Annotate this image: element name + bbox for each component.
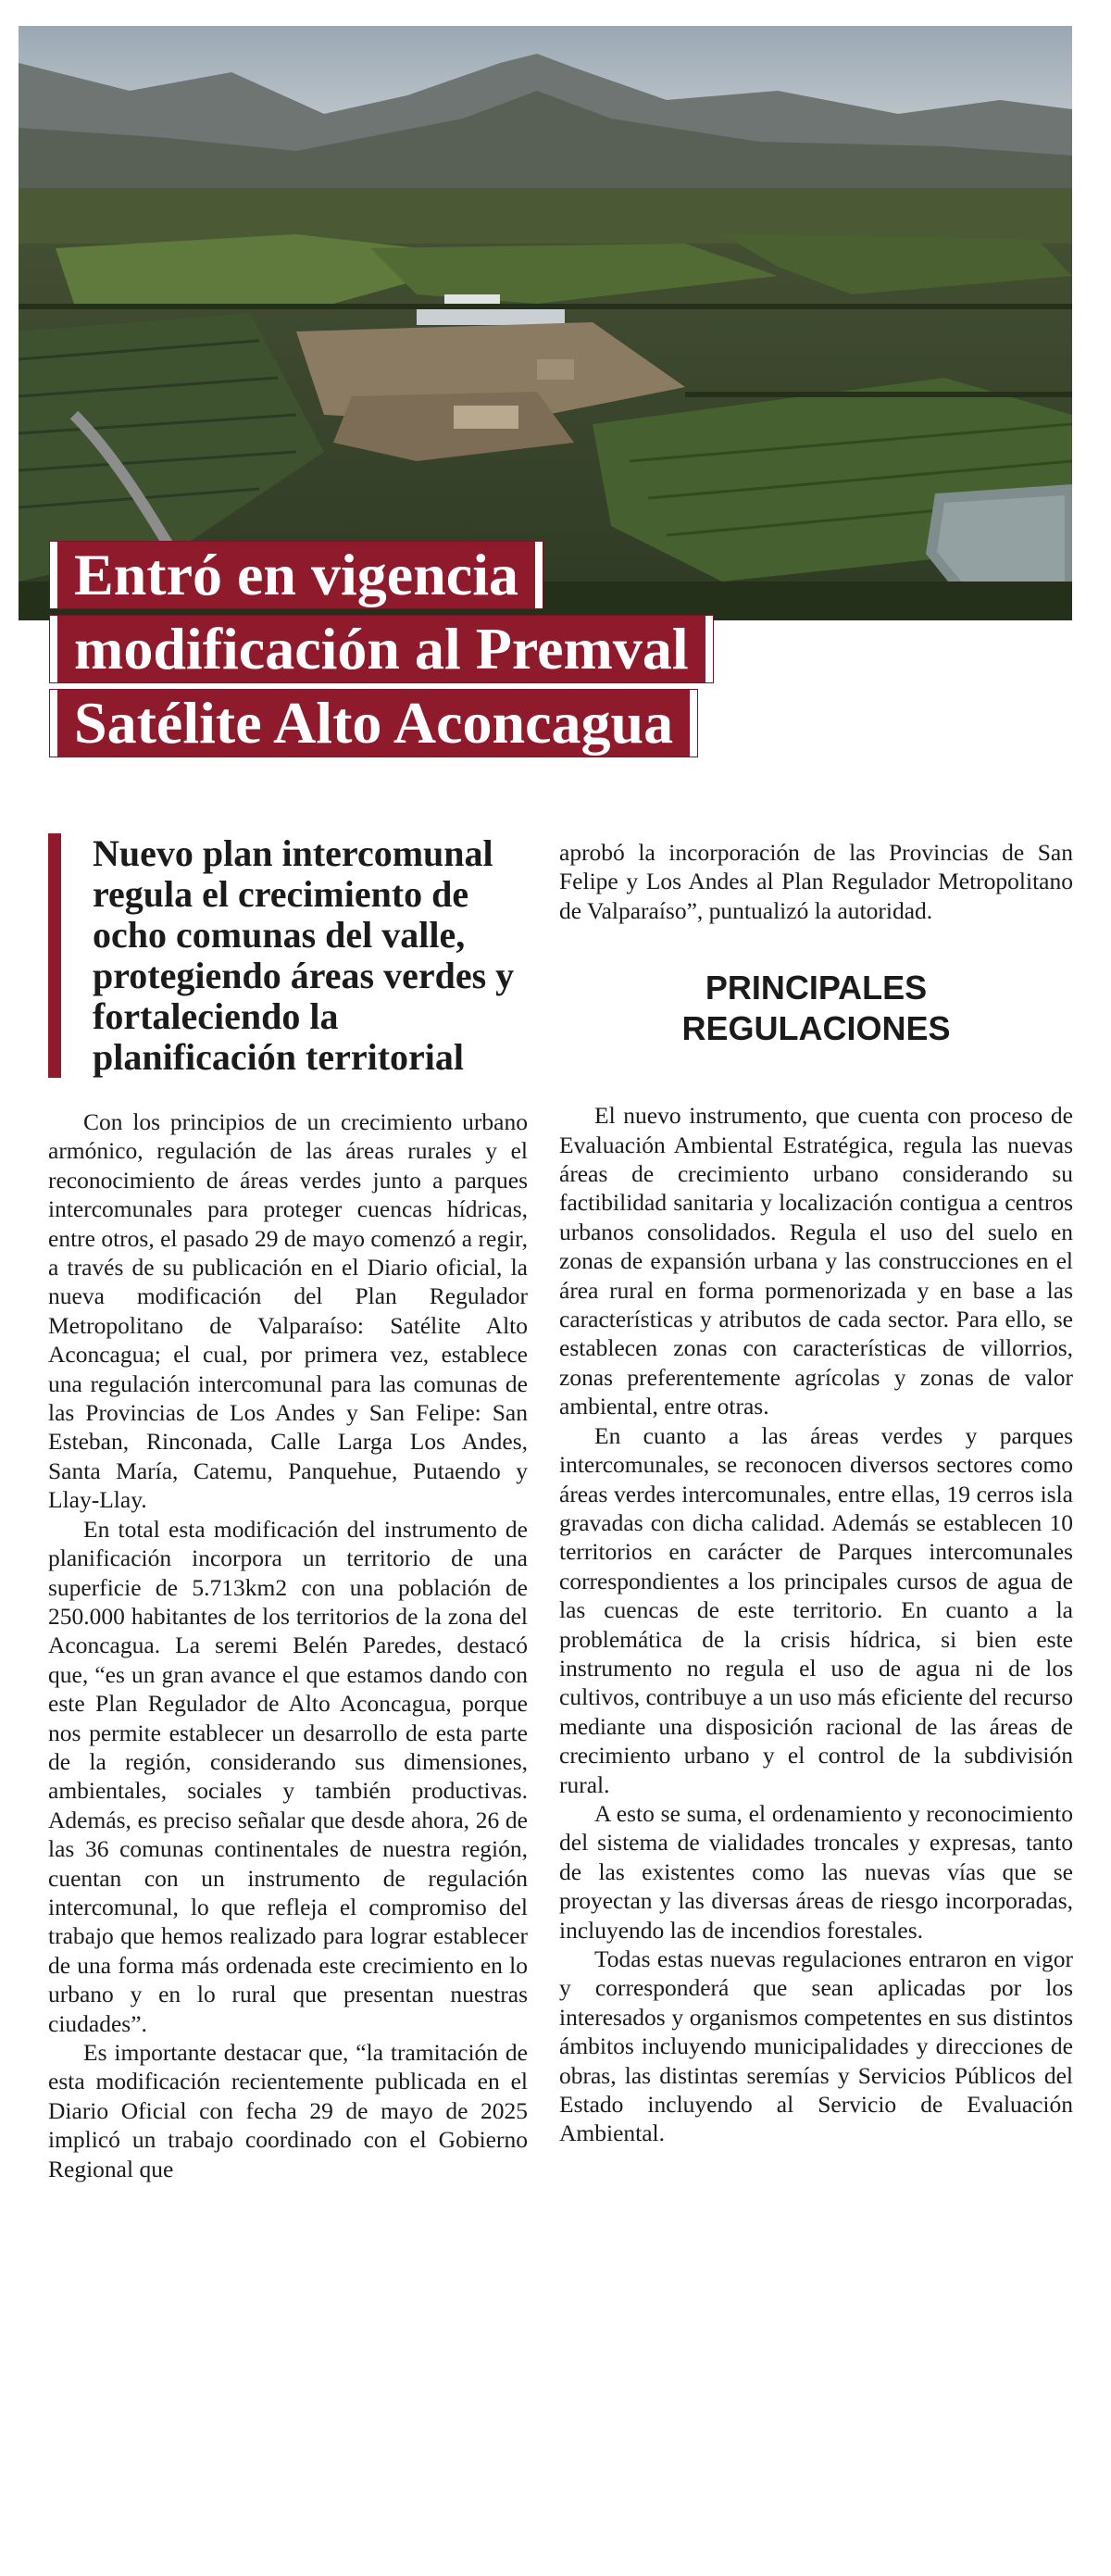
section-subheading (559, 968, 1073, 1049)
aerial-valley-photo (19, 26, 1072, 620)
body-paragraph: En total esta modificación del instrumento de planificación incorpora un territorio de una superficie de 5.713km2 con una población de 250.000 habitantes de los territorios de la zona del Aconcagua. La seremi Belén Paredes, destacó que, “es un gran avance el que estamos dando con este Plan Regulador de Alto Aconcagua, porque nos permite establecer un desarrollo de esta parte de la región, considerando sus dimensiones, ambientales, sociales y también productivas. Además, es preciso señalar que desde ahora, 26 de las 36 comunas continentales de nuestra región, cuentan con un instrumento de regulación intercomunal, lo que refleja el compromiso del trabajo que hemos realizado para lograr establecer de una forma más ordenada este crecimiento en lo urbano y en lo rural que presentan nuestras ciudades”. (48, 1515, 528, 2037)
body-paragraph: En cuanto a las áreas verdes y parques intercomunales, se reconocen diversos sectores como áreas verdes intercomunales, entre ellas, 19 cerros isla gravadas con dicha calidad. Además se establecen 10 territorios en carácter de Parques intercomunales correspondientes a los principales cursos de agua de las cuencas de este territorio. En cuanto a la problemática de la crisis hídrica, si bien este instrumento no regula el uso de agua ni de los cultivos, contribuye a un uso más eficiente del recurso mediante una disposición racional de las áreas de crecimiento urbano y el control de la subdivisión rural. (559, 1421, 1073, 1798)
headline-line-3: Satélite Alto Aconcagua (50, 690, 697, 757)
body-paragraph-continued: aprobó la incorporación de las Provincias de San Felipe y Los Andes al Plan Regulador Metropolitano de Valparaíso”, puntualizó la autoridad. (559, 839, 1073, 924)
body-paragraph: A esto se suma, el ordenamiento y reconocimiento del sistema de vialidades troncales y expresas, tanto de las existentes como las nuevas vías que se proyectan y las diversas áreas de riesgo incorporadas, incluyendo las de incendios forestales. (559, 1799, 1073, 1944)
section-subheading-line-1: PRINCIPALES (705, 969, 928, 1007)
aerial-valley-photo-icon (19, 26, 1072, 620)
headline-line-2: modificación al Premval (50, 616, 713, 682)
body-paragraph: Es importante destacar que, “la tramitación de esta modificación recientemente publicada en el Diario Oficial con fecha 29 de mayo de 2025 implicó un trabajo coordinado con el Gobierno Regional que (48, 2039, 528, 2182)
headline (50, 542, 883, 764)
section-subheading-line-2: REGULACIONES (681, 1009, 951, 1048)
body-paragraph: Todas estas nuevas regulaciones entraron en vigor y corresponderá que sean aplicadas por los interesados y organismos competentes en sus distintos ámbitos incluyendo municipalidades y direcciones de obras, las distintas seremías y Servicios Públicos del Estado incluyendo al Servicio de Evaluación Ambiental. (559, 1945, 1073, 2147)
deck-subtitle: Nuevo plan intercomunal regula el crecimiento de ocho comunas del valle, protegiendo áreas verdes y fortaleciendo la planificación territorial (48, 833, 528, 1078)
right-column (559, 838, 1073, 2148)
body-paragraph: El nuevo instrumento, que cuenta con proceso de Evaluación Ambiental Estratégica, regula las nuevas áreas de crecimiento urbano considerando su factibilidad sanitaria y localización contigua a centros urbanos consolidados. Regula el uso del suelo en zonas de expansión urbana y las construcciones en el área rural en forma pormenorizada y en base a las características y atributos de cada sector. Para ello, se establecen zonas con características de villorrios, zonas preferentemente agrícolas y zonas de valor ambiental, entre otras. (559, 1102, 1073, 1420)
headline-line-1: Entró en vigencia (50, 542, 543, 608)
left-column (48, 833, 528, 2183)
body-paragraph: Con los principios de un crecimiento urbano armónico, regulación de las áreas rurales y el reconocimiento de áreas verdes junto a parques intercomunales para proteger cuencas hídricas, entre otros, el pasado 29 de mayo comenzó a regir, a través de su publicación en el Diario oficial, la nueva modificación del Plan Regulador Metropolitano de Valparaíso: Satélite Alto Aconcagua; el cual, por primera vez, establece una regulación intercomunal para las comunas de las Provincias de Los Andes y San Felipe: San Esteban, Rinconada, Calle Larga Los Andes, Santa María, Catemu, Panquehue, Putaendo y Llay-Llay. (48, 1108, 528, 1514)
